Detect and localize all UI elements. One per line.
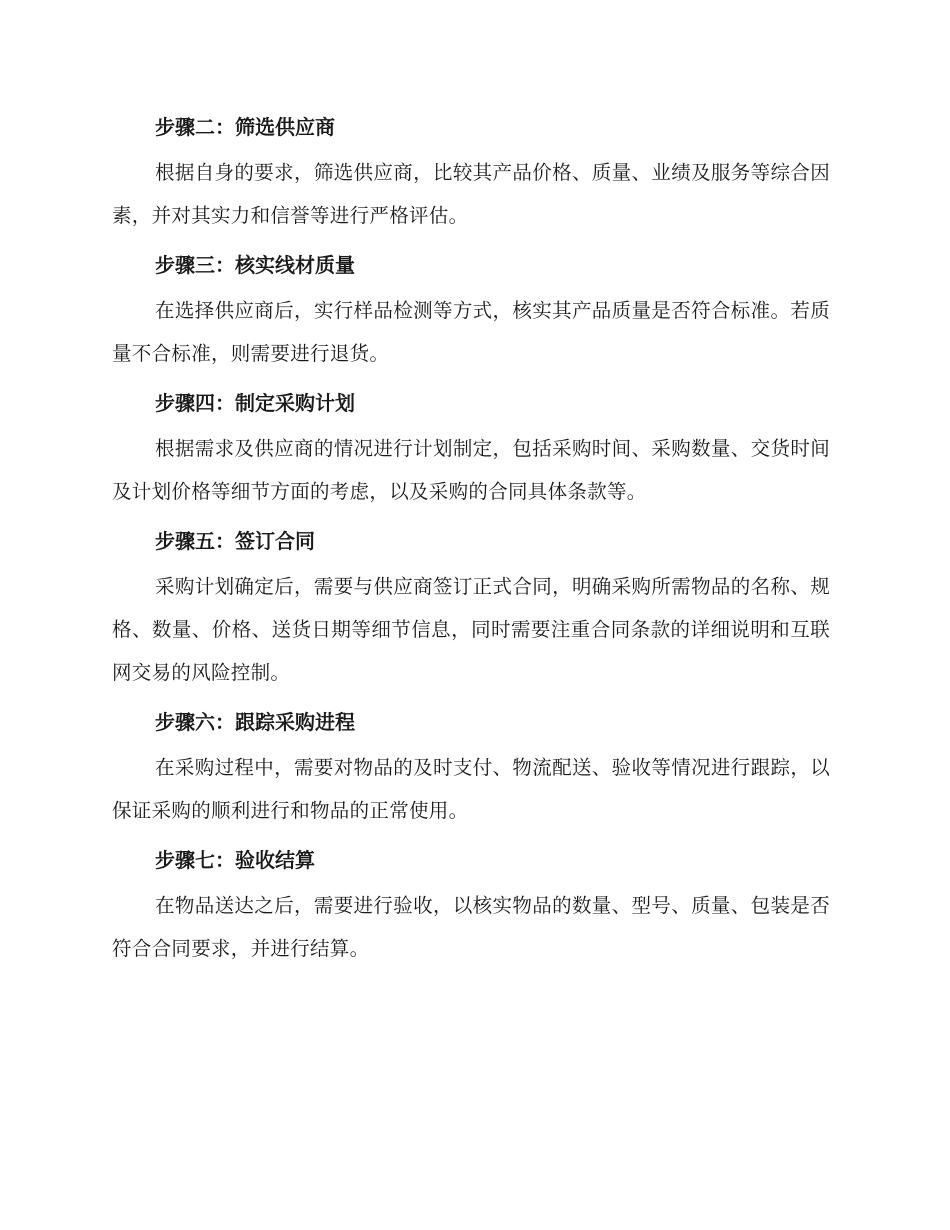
document-page (112, 110, 830, 970)
step-title: 步骤七：验收结算 (155, 848, 315, 872)
step-title: 步骤二：筛选供应商 (155, 115, 335, 139)
step-title: 步骤三：核实线材质量 (155, 253, 355, 277)
step-body: 在采购过程中，需要对物品的及时支付、物流配送、验收等情况进行跟踪，以保证采购的顺利进行和物品的正常使用。 (112, 756, 830, 822)
step-section-5 (112, 524, 830, 694)
step-section-6 (112, 705, 830, 832)
step-body: 根据自身的要求，筛选供应商，比较其产品价格、质量、业绩及服务等综合因素，并对其实力和信誉等进行严格评估。 (112, 161, 830, 227)
step-title: 步骤四：制定采购计划 (155, 391, 355, 415)
step-body: 采购计划确定后，需要与供应商签订正式合同，明确采购所需物品的名称、规格、数量、价格、送货日期等细节信息，同时需要注重合同条款的详细说明和互联网交易的风险控制。 (112, 575, 830, 684)
step-title: 步骤五：签订合同 (155, 529, 315, 553)
step-title: 步骤六：跟踪采购进程 (155, 710, 355, 734)
step-section-7 (112, 843, 830, 970)
step-section-4 (112, 386, 830, 513)
step-section-3 (112, 248, 830, 375)
step-section-2 (112, 110, 830, 237)
step-body: 在物品送达之后，需要进行验收，以核实物品的数量、型号、质量、包装是否符合合同要求，并进行结算。 (112, 894, 830, 960)
step-body: 根据需求及供应商的情况进行计划制定，包括采购时间、采购数量、交货时间及计划价格等细节方面的考虑，以及采购的合同具体条款等。 (112, 437, 830, 503)
step-body: 在选择供应商后，实行样品检测等方式，核实其产品质量是否符合标准。若质量不合标准，则需要进行退货。 (112, 299, 830, 365)
